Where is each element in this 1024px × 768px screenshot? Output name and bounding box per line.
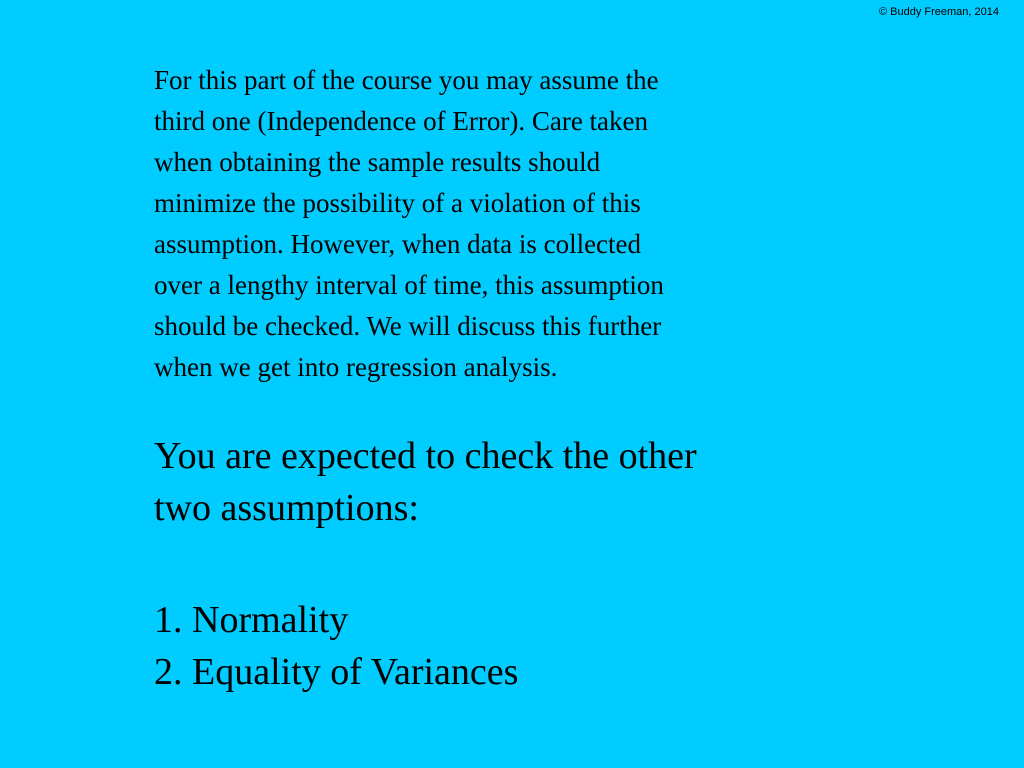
assumption-item-normality: 1. Normality xyxy=(154,599,349,641)
assumption-list xyxy=(154,594,518,698)
assumption-item-equality-of-variances: 2. Equality of Variances xyxy=(154,651,519,693)
copyright-notice: © Buddy Freeman, 2014 xyxy=(878,6,999,18)
expectation-line: You are expected to check the other xyxy=(154,435,697,477)
expectation-statement xyxy=(154,430,854,534)
paragraph-line: third one (Independence of Error). Care taken xyxy=(154,106,649,136)
independence-paragraph xyxy=(154,60,834,388)
paragraph-line: over a lengthy interval of time, this assumption xyxy=(154,270,664,300)
paragraph-line: For this part of the course you may assume the xyxy=(154,65,659,95)
paragraph-line: assumption. However, when data is collected xyxy=(154,229,642,259)
paragraph-line: when obtaining the sample results should xyxy=(154,147,601,177)
paragraph-line: when we get into regression analysis. xyxy=(154,352,558,382)
paragraph-line: should be checked. We will discuss this further xyxy=(154,311,662,341)
paragraph-line: minimize the possibility of a violation of this xyxy=(154,188,641,218)
expectation-line: two assumptions: xyxy=(154,487,419,529)
